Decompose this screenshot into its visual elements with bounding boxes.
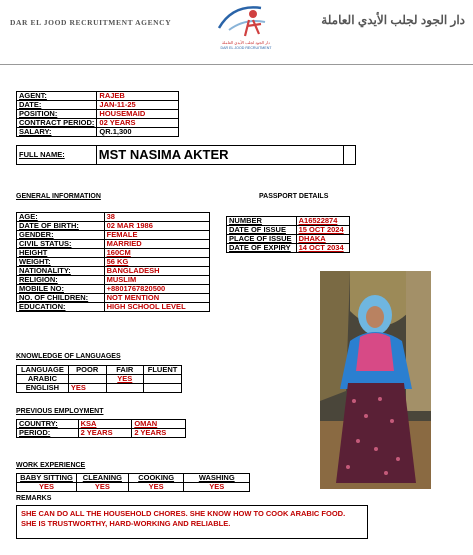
- employment-title: PREVIOUS EMPLOYMENT: [16, 408, 104, 415]
- table-row: [17, 92, 179, 101]
- language-fluent: [144, 375, 182, 384]
- agent-label: AGENT:: [17, 92, 97, 101]
- period-value: 2 YEARS: [132, 429, 186, 438]
- table-row: [17, 213, 210, 222]
- table-row: [17, 474, 250, 483]
- language-name: ENGLISH: [17, 384, 69, 393]
- table-row: [17, 375, 182, 384]
- religion-label: RELIGION:: [17, 276, 105, 285]
- children-value: NOT MENTION: [104, 294, 209, 303]
- work-experience-table: [16, 473, 250, 492]
- table-row: [227, 217, 350, 226]
- salary-value: QR.1,300: [97, 128, 179, 137]
- age-value: 38: [104, 213, 209, 222]
- date-value: JAN-11-25: [97, 101, 179, 110]
- table-row: [17, 276, 210, 285]
- language-fluent: [144, 384, 182, 393]
- column-header: LANGUAGE: [17, 366, 69, 375]
- civil-status-value: MARRIED: [104, 240, 209, 249]
- nationality-label: NATIONALITY:: [17, 267, 105, 276]
- general-info-table: [16, 212, 210, 312]
- table-row: [17, 258, 210, 267]
- table-row: [17, 285, 210, 294]
- skill-value: YES: [128, 483, 184, 492]
- table-row: [17, 119, 179, 128]
- column-header: COOKING: [128, 474, 184, 483]
- general-info-title: GENERAL INFORMATION: [16, 193, 101, 200]
- candidate-photo: [320, 271, 431, 489]
- gender-label: GENDER:: [17, 231, 105, 240]
- passport-table: [226, 216, 350, 253]
- gender-value: FEMALE: [104, 231, 209, 240]
- passport-details-title: PASSPORT DETAILS: [259, 193, 329, 200]
- column-header: CLEANING: [76, 474, 128, 483]
- weight-label: WEIGHT:: [17, 258, 105, 267]
- children-label: NO. OF CHILDREN:: [17, 294, 105, 303]
- skill-value: YES: [17, 483, 77, 492]
- salary-label: SALARY:: [17, 128, 97, 137]
- nationality-value: BANGLADESH: [104, 267, 209, 276]
- table-row: [227, 244, 350, 253]
- table-row: [17, 303, 210, 312]
- full-name-value: MST NASIMA AKTER: [96, 146, 343, 165]
- issue-place-value: DHAKA: [296, 235, 349, 244]
- table-row: [17, 101, 179, 110]
- contract-period-value: 02 YEARS: [97, 119, 179, 128]
- table-row: [17, 420, 186, 429]
- agency-name-arabic: دار الجود لجلب الأيدي العاملة: [321, 13, 465, 27]
- skill-value: YES: [184, 483, 250, 492]
- height-label: HEIGHT: [17, 249, 105, 258]
- issue-date-label: DATE OF ISSUE: [227, 226, 297, 235]
- mobile-label: MOBILE NO:: [17, 285, 105, 294]
- mobile-value: +8801767820500: [104, 285, 209, 294]
- table-row: [227, 226, 350, 235]
- employment-table: [16, 419, 186, 438]
- table-row: [17, 146, 356, 165]
- table-row: [17, 366, 182, 375]
- country-value: OMAN: [132, 420, 186, 429]
- language-name: ARABIC: [17, 375, 69, 384]
- remarks-line: SHE CAN DO ALL THE HOUSEHOLD CHORES. SHE KNOW HOW TO COOK ARABIC FOOD.: [21, 509, 346, 518]
- agency-name-english: DAR EL JOOD RECRUITMENT AGENCY: [10, 18, 172, 27]
- table-row: [17, 429, 186, 438]
- period-value: 2 YEARS: [78, 429, 132, 438]
- language-fair: [106, 384, 144, 393]
- table-row: [17, 384, 182, 393]
- full-name-label: FULL NAME:: [17, 146, 97, 165]
- column-header: FLUENT: [144, 366, 182, 375]
- table-row: [17, 249, 210, 258]
- column-header: POOR: [68, 366, 106, 375]
- issue-place-label: PLACE OF ISSUE: [227, 235, 297, 244]
- age-label: AGE:: [17, 213, 105, 222]
- full-name-blank-cell: [344, 146, 356, 165]
- date-label: DATE:: [17, 101, 97, 110]
- language-poor: YES: [68, 384, 106, 393]
- language-fair: YES: [106, 375, 144, 384]
- table-row: [227, 235, 350, 244]
- column-header: BABY SITTING: [17, 474, 77, 483]
- logo-caption-english: DAR EL JOOD RECRUITMENT: [220, 46, 272, 50]
- expiry-date-label: DATE OF EXPIRY: [227, 244, 297, 253]
- expiry-date-value: 14 OCT 2034: [296, 244, 349, 253]
- languages-table: [16, 365, 182, 393]
- logo-caption-arabic: دار الجود لجلب الأيدي العاملة: [222, 40, 270, 45]
- work-experience-title: WORK EXPERIENCE: [16, 462, 86, 469]
- position-value: HOUSEMAID: [97, 110, 179, 119]
- column-header: FAIR: [106, 366, 144, 375]
- passport-number-label: NUMBER: [227, 217, 297, 226]
- civil-status-label: CIVIL STATUS:: [17, 240, 105, 249]
- job-info-table: [16, 91, 179, 137]
- header-divider: [0, 64, 473, 65]
- period-label: PERIOD:: [17, 429, 79, 438]
- table-row: [17, 110, 179, 119]
- remarks-title: REMARKS: [16, 495, 52, 502]
- dob-label: DATE OF BIRTH:: [17, 222, 105, 231]
- languages-title: KNOWLEDGE OF LANGUAGES: [16, 353, 121, 360]
- country-label: COUNTRY:: [17, 420, 79, 429]
- education-value: HIGH SCHOOL LEVEL: [104, 303, 209, 312]
- table-row: [17, 294, 210, 303]
- religion-value: MUSLIM: [104, 276, 209, 285]
- height-value: 160CM: [104, 249, 209, 258]
- dob-value: 02 MAR 1986: [104, 222, 209, 231]
- passport-number-value: A16522874: [296, 217, 349, 226]
- issue-date-value: 15 OCT 2024: [296, 226, 349, 235]
- table-row: [17, 231, 210, 240]
- language-poor: [68, 375, 106, 384]
- position-label: POSITION:: [17, 110, 97, 119]
- table-row: [17, 222, 210, 231]
- remarks-line: SHE IS TRUSTWORTHY, HARD-WORKING AND RELIABLE.: [21, 519, 231, 528]
- table-row: [17, 267, 210, 276]
- education-label: EDUCATION:: [17, 303, 105, 312]
- skill-value: YES: [76, 483, 128, 492]
- table-row: [17, 128, 179, 137]
- remarks-box: [16, 505, 368, 539]
- agent-value: RAJEB: [97, 92, 179, 101]
- table-row: [17, 240, 210, 249]
- contract-period-label: CONTRACT PERIOD:: [17, 119, 97, 128]
- table-row: [17, 483, 250, 492]
- full-name-table: [16, 145, 356, 165]
- country-value: KSA: [78, 420, 132, 429]
- column-header: WASHING: [184, 474, 250, 483]
- weight-value: 56 KG: [104, 258, 209, 267]
